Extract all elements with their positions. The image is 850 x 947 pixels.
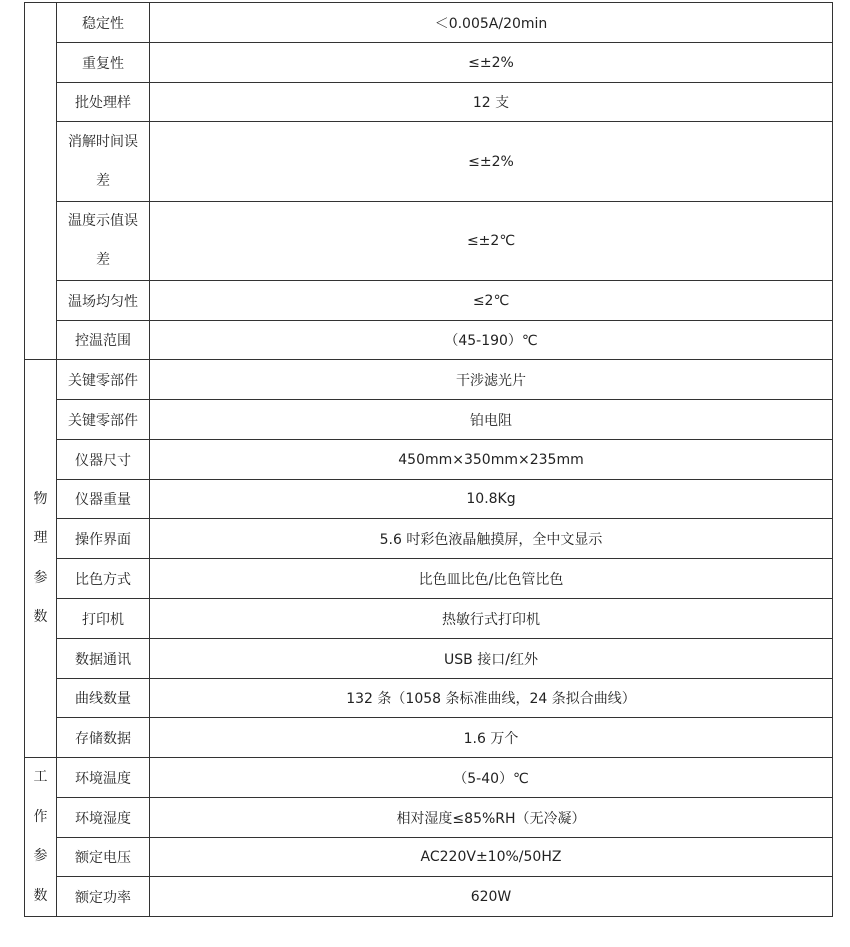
param-name: 温场均匀性 xyxy=(57,281,150,321)
table-row xyxy=(25,321,833,360)
param-name: 稳定性 xyxy=(57,3,150,43)
param-name: 额定功率 xyxy=(57,877,150,917)
param-value: 1.6 万个 xyxy=(150,718,833,758)
table-row xyxy=(25,83,833,122)
table-row xyxy=(25,639,833,679)
table-row xyxy=(25,718,833,758)
table-row xyxy=(25,202,833,281)
param-name: 额定电压 xyxy=(57,838,150,877)
param-name xyxy=(57,122,150,202)
param-value: 620W xyxy=(150,877,833,917)
table-row xyxy=(25,440,833,480)
table-row xyxy=(25,360,833,400)
param-value: ＜0.005A/20min xyxy=(150,3,833,43)
param-value: ≤2℃ xyxy=(150,281,833,321)
table-row xyxy=(25,519,833,559)
table-row xyxy=(25,679,833,718)
param-name-line: 消解时间误 xyxy=(68,133,138,150)
group-label-char: 数 xyxy=(33,609,48,625)
group-label-char: 作 xyxy=(33,808,48,825)
param-name: 仪器尺寸 xyxy=(57,440,150,480)
spec-table xyxy=(24,2,833,917)
table-row xyxy=(25,400,833,440)
param-value: 比色皿比色/比色管比色 xyxy=(150,559,833,599)
param-value: 10.8Kg xyxy=(150,480,833,519)
table-row xyxy=(25,599,833,639)
param-name-line: 差 xyxy=(96,252,110,268)
table-row xyxy=(25,838,833,877)
group-label-char: 理 xyxy=(33,530,48,546)
param-name: 环境温度 xyxy=(57,758,150,798)
param-name: 关键零部件 xyxy=(57,400,150,440)
param-value: 干涉滤光片 xyxy=(150,360,833,400)
param-value: 热敏行式打印机 xyxy=(150,599,833,639)
table-row xyxy=(25,758,833,798)
param-value: 12 支 xyxy=(150,83,833,122)
table-row xyxy=(25,281,833,321)
param-name: 曲线数量 xyxy=(57,679,150,718)
table-row xyxy=(25,122,833,202)
table-row xyxy=(25,480,833,519)
param-value: 铂电阻 xyxy=(150,400,833,440)
param-value: （5-40）℃ xyxy=(150,758,833,798)
param-name-line: 差 xyxy=(96,172,110,189)
param-name: 重复性 xyxy=(57,43,150,83)
table-row xyxy=(25,3,833,43)
param-name: 批处理样 xyxy=(57,83,150,122)
param-name: 存储数据 xyxy=(57,718,150,758)
table-row xyxy=(25,877,833,917)
group-label-char: 数 xyxy=(33,887,48,904)
param-name xyxy=(57,202,150,281)
param-value: ≤±2% xyxy=(150,122,833,202)
param-value: 5.6 吋彩色液晶触摸屏，全中文显示 xyxy=(150,519,833,559)
param-value: 相对湿度≤85%RH（无冷凝） xyxy=(150,798,833,838)
param-value: ≤±2℃ xyxy=(150,202,833,281)
param-name: 控温范围 xyxy=(57,321,150,360)
param-value: AC220V±10%/50HZ xyxy=(150,838,833,877)
param-name: 关键零部件 xyxy=(57,360,150,400)
param-name: 比色方式 xyxy=(57,559,150,599)
group-label-char: 参 xyxy=(33,569,48,586)
param-value: USB 接口/红外 xyxy=(150,639,833,679)
group-label-char: 工 xyxy=(33,769,48,785)
table-row xyxy=(25,798,833,838)
group-cell-performance xyxy=(25,3,57,360)
param-name: 环境湿度 xyxy=(57,798,150,838)
group-cell-physical xyxy=(25,360,57,758)
param-value: 132 条（1058 条标准曲线，24 条拟合曲线） xyxy=(150,679,833,718)
group-label-char: 参 xyxy=(33,848,48,864)
param-value: （45-190）℃ xyxy=(150,321,833,360)
param-name: 打印机 xyxy=(57,599,150,639)
param-name: 操作界面 xyxy=(57,519,150,559)
param-name: 数据通讯 xyxy=(57,639,150,679)
table-row xyxy=(25,559,833,599)
param-name-line: 温度示值误 xyxy=(68,213,138,229)
table-row xyxy=(25,43,833,83)
param-value: 450mm×350mm×235mm xyxy=(150,440,833,480)
param-name: 仪器重量 xyxy=(57,480,150,519)
group-label-char: 物 xyxy=(33,490,48,507)
param-value: ≤±2% xyxy=(150,43,833,83)
group-cell-working xyxy=(25,758,57,917)
